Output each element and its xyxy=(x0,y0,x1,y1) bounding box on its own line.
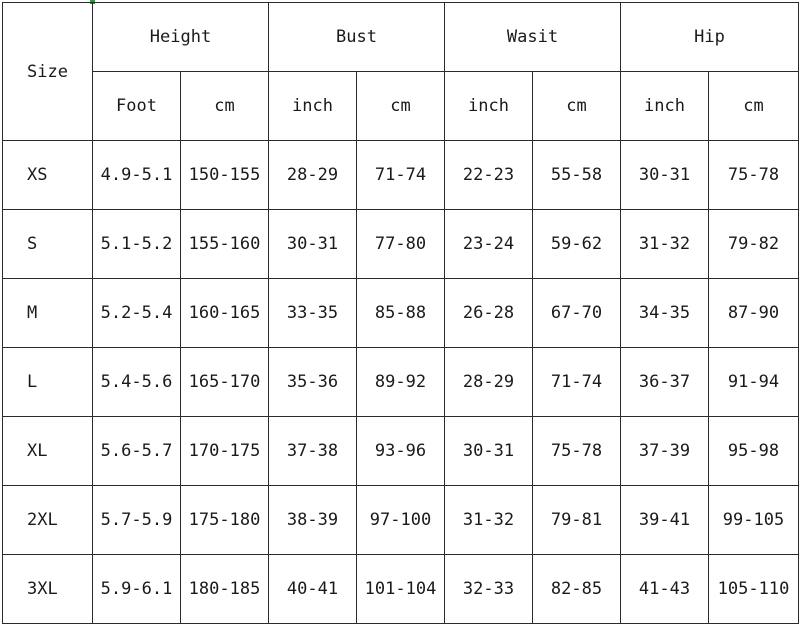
cell-waist-inch: 28-29 xyxy=(445,348,533,417)
cell-bust-inch: 33-35 xyxy=(269,279,357,348)
cell-bust-cm: 85-88 xyxy=(357,279,445,348)
cell-hip-cm: 87-90 xyxy=(709,279,799,348)
cell-waist-inch: 26-28 xyxy=(445,279,533,348)
cell-waist-cm: 67-70 xyxy=(533,279,621,348)
group-header-waist: Wasit xyxy=(445,3,621,72)
cell-hip-inch: 30-31 xyxy=(621,141,709,210)
cell-waist-cm: 55-58 xyxy=(533,141,621,210)
size-cell: S xyxy=(3,210,93,279)
table-row xyxy=(3,417,799,486)
cell-bust-inch: 38-39 xyxy=(269,486,357,555)
table-row xyxy=(3,348,799,417)
table-row xyxy=(3,141,799,210)
cell-waist-inch: 30-31 xyxy=(445,417,533,486)
cell-height-cm: 160-165 xyxy=(181,279,269,348)
size-cell: 2XL xyxy=(3,486,93,555)
cell-hip-inch: 37-39 xyxy=(621,417,709,486)
unit-header-hip-cm: cm xyxy=(709,72,799,141)
unit-header-row xyxy=(3,72,799,141)
size-rows xyxy=(3,141,799,624)
group-header-hip: Hip xyxy=(621,3,799,72)
size-cell: XS xyxy=(3,141,93,210)
size-cell: XL xyxy=(3,417,93,486)
cell-hip-inch: 41-43 xyxy=(621,555,709,624)
cell-bust-cm: 93-96 xyxy=(357,417,445,486)
cell-waist-cm: 79-81 xyxy=(533,486,621,555)
cell-waist-inch: 23-24 xyxy=(445,210,533,279)
cell-waist-cm: 75-78 xyxy=(533,417,621,486)
cell-bust-inch: 30-31 xyxy=(269,210,357,279)
cell-height-cm: 175-180 xyxy=(181,486,269,555)
table-row xyxy=(3,555,799,624)
cell-hip-inch: 34-35 xyxy=(621,279,709,348)
table-row xyxy=(3,279,799,348)
cell-height-cm: 155-160 xyxy=(181,210,269,279)
cell-hip-cm: 99-105 xyxy=(709,486,799,555)
cell-hip-inch: 31-32 xyxy=(621,210,709,279)
cell-height-foot: 4.9-5.1 xyxy=(93,141,181,210)
cell-height-foot: 5.1-5.2 xyxy=(93,210,181,279)
cell-bust-inch: 40-41 xyxy=(269,555,357,624)
cell-bust-inch: 37-38 xyxy=(269,417,357,486)
cell-waist-cm: 59-62 xyxy=(533,210,621,279)
cell-waist-inch: 32-33 xyxy=(445,555,533,624)
unit-header-bust-cm: cm xyxy=(357,72,445,141)
cell-bust-cm: 89-92 xyxy=(357,348,445,417)
unit-header-waist-cm: cm xyxy=(533,72,621,141)
cell-waist-cm: 82-85 xyxy=(533,555,621,624)
cell-hip-cm: 75-78 xyxy=(709,141,799,210)
cell-height-cm: 150-155 xyxy=(181,141,269,210)
cell-bust-inch: 28-29 xyxy=(269,141,357,210)
unit-header-height-foot: Foot xyxy=(93,72,181,141)
cell-bust-cm: 77-80 xyxy=(357,210,445,279)
cell-waist-inch: 22-23 xyxy=(445,141,533,210)
cell-height-foot: 5.6-5.7 xyxy=(93,417,181,486)
cell-hip-cm: 95-98 xyxy=(709,417,799,486)
cell-hip-cm: 105-110 xyxy=(709,555,799,624)
size-cell: M xyxy=(3,279,93,348)
cell-height-foot: 5.4-5.6 xyxy=(93,348,181,417)
unit-header-bust-inch: inch xyxy=(269,72,357,141)
cell-hip-cm: 79-82 xyxy=(709,210,799,279)
size-cell: L xyxy=(3,348,93,417)
cell-bust-cm: 71-74 xyxy=(357,141,445,210)
cell-waist-cm: 71-74 xyxy=(533,348,621,417)
group-header-row xyxy=(3,3,799,72)
unit-header-height-cm: cm xyxy=(181,72,269,141)
cell-bust-cm: 97-100 xyxy=(357,486,445,555)
group-header-bust: Bust xyxy=(269,3,445,72)
cell-height-cm: 165-170 xyxy=(181,348,269,417)
table-row xyxy=(3,486,799,555)
cell-hip-inch: 39-41 xyxy=(621,486,709,555)
cell-height-foot: 5.2-5.4 xyxy=(93,279,181,348)
cell-height-cm: 180-185 xyxy=(181,555,269,624)
size-cell: 3XL xyxy=(3,555,93,624)
cell-height-cm: 170-175 xyxy=(181,417,269,486)
cell-bust-inch: 35-36 xyxy=(269,348,357,417)
table-row xyxy=(3,210,799,279)
group-header-height: Height xyxy=(93,3,269,72)
size-header: Size xyxy=(3,3,93,141)
unit-header-hip-inch: inch xyxy=(621,72,709,141)
size-chart-table xyxy=(2,2,799,624)
cell-height-foot: 5.7-5.9 xyxy=(93,486,181,555)
cell-waist-inch: 31-32 xyxy=(445,486,533,555)
cell-hip-inch: 36-37 xyxy=(621,348,709,417)
cell-bust-cm: 101-104 xyxy=(357,555,445,624)
cell-height-foot: 5.9-6.1 xyxy=(93,555,181,624)
unit-header-waist-inch: inch xyxy=(445,72,533,141)
cell-hip-cm: 91-94 xyxy=(709,348,799,417)
